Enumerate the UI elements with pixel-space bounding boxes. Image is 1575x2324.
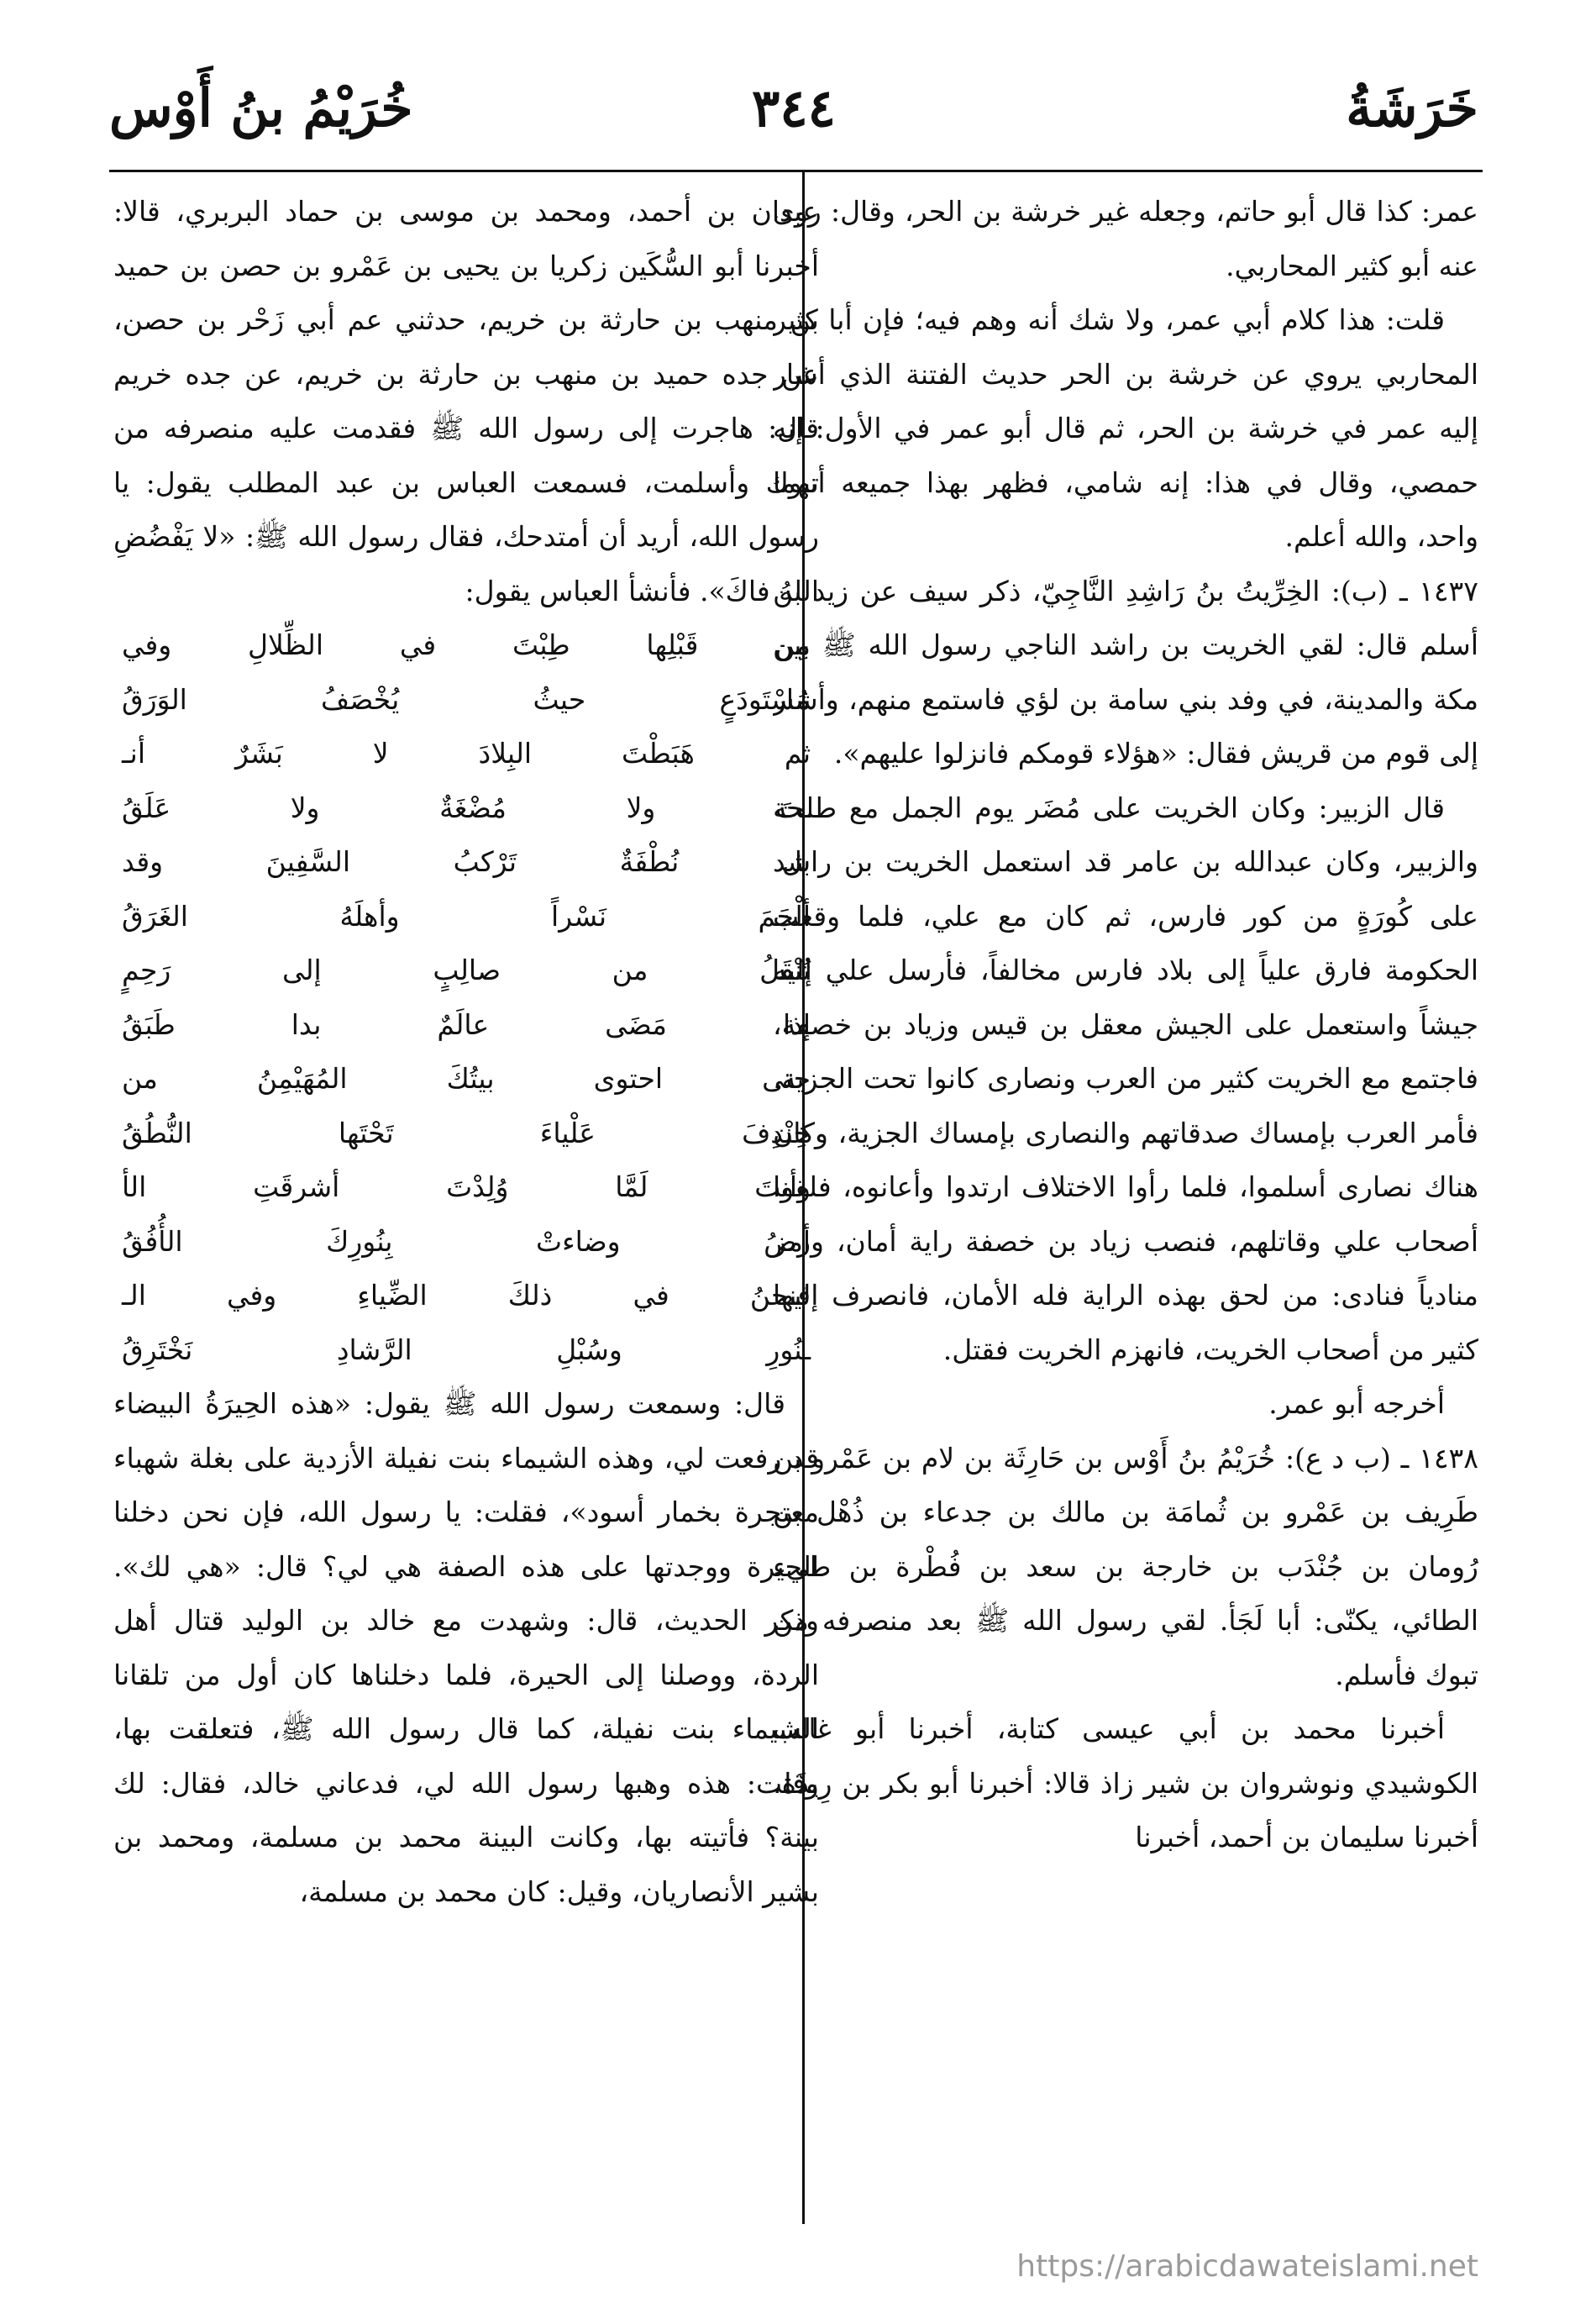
paragraph: قال الزبير: وكان الخريت على مُضَر يوم الجمل مع طلحة والزبير، وكان عبدالله بن عامر قد استعمل الخريت بن راشد على كُورَةٍ من كور فارس، ثم كان مع علي، فلما وقعت الحكومة فارق علياً إلى بلاد فارس مخالفاً، فأرسل علي إليه جيشاً واستعمل على الجيش معقل بن قيس وزياد بن خصفة، فاجتمع مع الخريت كثير من العرب ونصارى كانوا تحت الجزية، فأمر العرب بإمساك صدقاتهم والنصارى بإمساك الجزية، وكان هناك نصارى أسلموا، فلما رأوا الاختلاف ارتدوا وأعانوه، فلقوا أصحاب علي وقاتلهم، فنصب زياد بن خصفة راية أمان، وأمر منادياً فنادى: من لحق بهذه الراية فله الأمان، فانصرف إليها كثير من أصحاب الخريت، فانهزم الخريت فقتل.	[773, 791, 1478, 1366]
paragraph: قلت: هذا كلام أبي عمر، ولا شك أنه وهم فيه؛ فإن أبا كثير المحاربي يروي عن خرشة بن الحر حديث الفتنة الذي أشار إليه عمر في خرشة بن الحر، ثم قال أبو عمر في الأول: إنه حمصي، وقال في هذا: إنه شامي، فظهر بهذا جميعه أنهما واحد، والله أعلم.	[773, 303, 1478, 553]
page-number: ٣٤٤	[752, 77, 836, 139]
poem	[113, 618, 819, 1377]
paragraph: عمر: كذا قال أبو حاتم، وجعله غير خرشة بن الحر، وقال: روى عنه أبو كثير المحاربي.	[773, 195, 1478, 282]
poem-line: مُسْتَودَعٍ حيثُ يُخْصَفُ الوَرَقُ	[122, 682, 811, 716]
poem-line: بل نُطْفَةٌ تَرْكبُ السَّفِينَ وقد	[122, 845, 811, 878]
poem-line: ـنُورِ وسُبْلِ الرَّشادِ نَخْتَرِقُ	[122, 1333, 811, 1366]
poem-line: تُنْقَلُ من صالِبٍ إلى رَحِمٍ	[122, 954, 811, 986]
poem-line: رضُ وضاءتْ بِنُورِكَ الأُفُقُ	[122, 1224, 811, 1258]
left-column	[113, 185, 819, 2218]
poem-line: ألْجَمَ نَسْراً وأهلَهُ الغَرَقُ	[122, 899, 811, 933]
watermark-url: https://arabicdawateislami.net	[1016, 2249, 1478, 2284]
paragraph: أخبرنا محمد بن أبي عيسى كتابة، أخبرنا أبو غالب الكوشيدي ونوشروان بن شير زاذ قالا: أخبرنا أبو بكر بن رِيذَة، أخبرنا سليمان بن أحمد، أخبرنا	[773, 1712, 1478, 1853]
entry-1438: ١٤٣٨ ـ (ب د ع): خُرَيْمُ بنُ أَوْس بن حَارِثَة بن لام بن عَمْرو بن طَرِيف بن عَمْرو بن ثُمامَة بن مالك بن جدعاء بن ذُهْل بن رُومان بن جُنْدَب بن خارجة بن سعد بن فُطْرة بن طيء الطائي، يكنّى: أبا لَجَأ. لقي رسول الله ﷺ بعد منصرفه من تبوك فأسلم.	[773, 1441, 1478, 1691]
header-left-title: خُرَيْمُ بنُ أَوْس	[109, 77, 413, 139]
poem-line: فنحنُ في ذلكَ الضِّياءِ وفي الـ	[122, 1279, 811, 1312]
paragraph: قال: وسمعت رسول الله ﷺ يقول: «هذه الحِيرَةُ البيضاء قد رفعت لي، وهذه الشيماء بنت نفيلة الأزدية على بغلة شهباء معتجرة بخمار أسود»، فقلت: يا رسول الله، فإن نحن دخلنا الحيرة ووجدتها على هذه الصفة هي لي؟ قال: «هي لك». وذكر الحديث، قال: وشهدت مع خالد بن الوليد قتال أهل الردة، ووصلنا إلى الحيرة، فلما دخلناها كان أول من تلقانا الشيماء بنت نفيلة، كما قال رسول الله ﷺ، فتعلقت بها، وقلت: هذه وهبها رسول الله لي، فدعاني خالد، فقال: لك بينة؟ فأتيته بها، وكانت البينة محمد بن مسلمة، ومحمد بن بشير الأنصاريان، وقيل: كان محمد بن مسلمة،	[113, 1387, 819, 1908]
paragraph: عبدان بن أحمد، ومحمد بن موسى بن حماد البربري، قالا: أخبرنا أبو السُّكَين زكريا بن يحيى بن عَمْرو بن حصن بن حميد بن منهب بن حارثة بن خريم، حدثني عم أبي زَحْر بن حصن، عن جده حميد بن منهب بن حارثة بن خريم، عن جده خريم قال: هاجرت إلى رسول الله ﷺ فقدمت عليه منصرفه من تبوك وأسلمت، فسمعت العباس بن عبد المطلب يقول: يا رسول الله، أريد أن أمتدحك، فقال رسول الله ﷺ: «لا يَفْضُضِ اللهُ فاكَ». فأنشأ العباس يقول:	[113, 195, 819, 607]
running-header	[109, 77, 1478, 170]
poem-line: خِنْدِفَ عَلْياءَ تَحْتَها النُّطُقُ	[122, 1116, 811, 1149]
right-column	[773, 185, 1478, 2218]
poem-line: إذا مَضَى عالَمٌ بدا طَبَقُ	[122, 1007, 811, 1041]
header-right-title: خَرَشَةُ	[1346, 77, 1478, 139]
poem-line: ـتَ ولا مُضْغَةٌ ولا عَلَقُ	[122, 791, 811, 824]
entry-1437: ١٤٣٧ ـ (ب): الخِرِّيتُ بنُ رَاشِدِ النَّاجِيّ، ذكر سيف عن زيد بن أسلم قال: لقي الخريت بن راشد الناجي رسول الله ﷺ بين مكة والمدينة، في وفد بني سامة بن لؤي فاستمع منهم، وأشار إلى قوم من قريش فقال: «هؤلاء قومكم فانزلوا عليهم».	[773, 574, 1478, 770]
poem-line: مِن قَبْلِها طِبْتَ في الظِّلالِ وفي	[122, 628, 811, 661]
header-rule	[109, 170, 1483, 172]
poem-line: ثم هَبَطْتَ البِلادَ لا بَشَرٌ أنـ	[122, 737, 811, 770]
paragraph: أخرجه أبو عمر.	[1268, 1387, 1445, 1420]
poem-line: وأنتَ لَمَّا وُلِدْتَ أشرقَتِ الأ	[122, 1170, 811, 1203]
poem-line: حتى احتوى بيتُكَ المُهَيْمِنُ من	[122, 1062, 811, 1095]
